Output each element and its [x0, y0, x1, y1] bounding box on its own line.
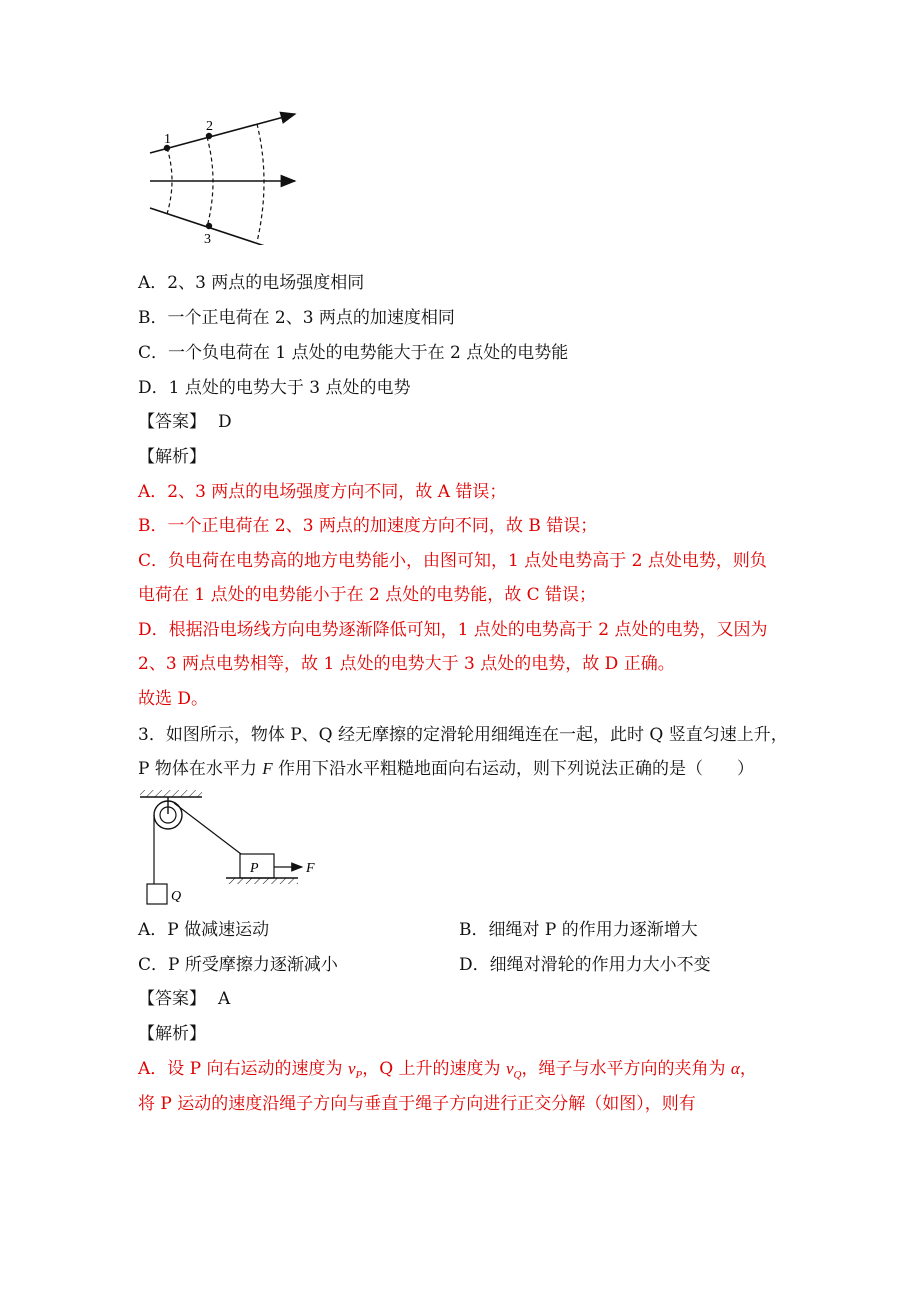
q3-option-a: A．P 做减速运动: [138, 920, 270, 940]
point-3: [206, 223, 212, 229]
q2-conclusion: 故选 D。: [138, 689, 209, 709]
q2-option-a: A．2、3 两点的电场强度相同: [138, 273, 365, 293]
q3-analysis-text-c: ，绳子与水平方向的夹角为: [521, 1059, 731, 1079]
q2-option-d: D．1 点处的电势大于 3 点处的电势: [138, 378, 411, 398]
q3-analysis-text-a: A．设 P 向右运动的速度为: [138, 1059, 348, 1079]
var-v-p: v: [347, 1059, 356, 1078]
q3-answer-value: A: [218, 989, 231, 1009]
q3-option-c: C．P 所受摩擦力逐渐减小: [138, 955, 338, 975]
q2-analysis-line-1: A．2、3 两点的电场强度方向不同，故 A 错误；: [138, 482, 507, 502]
q3-analysis-text-d: ，: [739, 1059, 757, 1079]
q3-stem-line-2: [138, 757, 754, 781]
q3-stem-line-1: 3．如图所示，物体 P、Q 经无摩擦的定滑轮用细绳连在一起，此时 Q 竖直匀速上升，: [138, 725, 788, 745]
label-1: 1: [164, 132, 171, 147]
q3-stem-text-a: P 物体在水平力: [138, 759, 263, 779]
q3-analysis-text-b: ，Q 上升的速度为: [362, 1059, 506, 1079]
q2-answer: [138, 410, 232, 434]
var-alpha: α: [730, 1059, 740, 1078]
pulley-diagram: [138, 788, 338, 908]
q3-answer-label: 【答案】: [138, 989, 206, 1009]
label-p: P: [250, 861, 259, 876]
q2-answer-value: D: [218, 412, 232, 432]
q2-analysis-line-2: B．一个正电荷在 2、3 两点的加速度方向不同，故 B 错误；: [138, 516, 598, 536]
q2-analysis-line-4: 电荷在 1 点处的电势能小于在 2 点处的电势能，故 C 错误；: [138, 585, 597, 605]
field-line-bottom: [150, 208, 295, 245]
label-3: 3: [204, 232, 211, 245]
q3-answer: [138, 987, 230, 1011]
label-q: Q: [171, 889, 182, 904]
ground-hatch: [226, 878, 298, 884]
q3-analysis-line-1: [138, 1057, 757, 1087]
label-2: 2: [206, 119, 213, 134]
q3-option-b: B．细绳对 P 的作用力逐渐增大: [459, 920, 698, 940]
sub-p: P: [355, 1069, 363, 1082]
block-q: [147, 884, 167, 904]
equipotential-arc-3: [257, 124, 264, 242]
ceiling: [140, 790, 202, 797]
field-line-top: [150, 114, 295, 153]
q2-option-c: C．一个负电荷在 1 点处的电势能大于在 2 点处的电势能: [138, 343, 569, 363]
q3-analysis-line-2: 将 P 运动的速度沿绳子方向与垂直于绳子方向进行正交分解（如图），则有: [138, 1094, 696, 1114]
q2-analysis-line-3: C．负电荷在电势高的地方电势能小，由图可知，1 点处电势高于 2 点处电势，则负: [138, 551, 767, 571]
q3-option-d: D．细绳对滑轮的作用力大小不变: [459, 955, 711, 975]
q2-analysis-line-5: D．根据沿电场线方向电势逐渐降低可知，1 点处的电势高于 2 点处的电势，又因为: [138, 620, 768, 640]
q2-option-b: B．一个正电荷在 2、3 两点的加速度相同: [138, 308, 455, 328]
q3-analysis-label: 【解析】: [138, 1024, 206, 1044]
q3-stem-text-b: 作用下沿水平粗糙地面向右运动，则下列说法正确的是（ ）: [272, 759, 755, 779]
q2-analysis-line-6: 2、3 两点电势相等，故 1 点处的电势大于 3 点处的电势，故 D 正确。: [138, 654, 675, 674]
var-v-q: v: [505, 1059, 514, 1078]
rope-slant: [174, 803, 241, 854]
q2-analysis-label: 【解析】: [138, 447, 206, 467]
equipotential-arc-2: [207, 137, 213, 227]
electric-field-diagram: [145, 110, 315, 245]
q3-stem-force-var: F: [262, 759, 273, 778]
sub-q: Q: [513, 1069, 522, 1082]
q2-answer-label: 【答案】: [138, 412, 206, 432]
label-f: F: [306, 861, 315, 876]
